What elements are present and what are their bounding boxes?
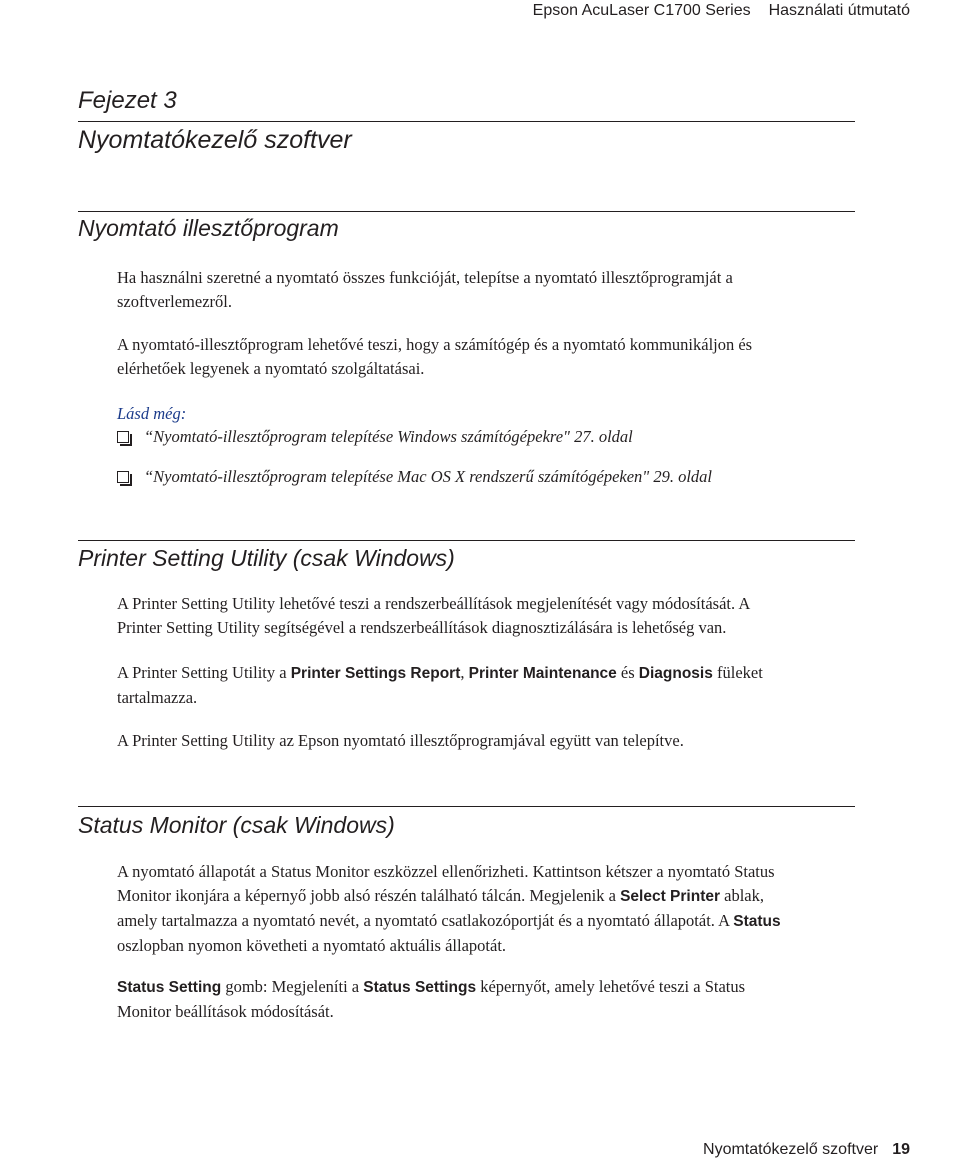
screen-name-status-settings: Status Settings — [363, 979, 477, 996]
status-paragraph-2: Status Setting gomb: Megjeleníti a Status Settings képernyőt, amely lehetővé teszi a Status Monitor beállítások módosítását. — [117, 977, 746, 1021]
section-heading-driver: Nyomtató illesztőprogram — [78, 215, 339, 241]
chapter-label: Fejezet 3 — [78, 87, 177, 114]
psu-paragraph-3: A Printer Setting Utility az Epson nyomtató illesztőprogramjával együtt van telepítve. — [117, 731, 684, 750]
see-also-label: Lásd még: — [117, 404, 187, 423]
chapter-rule — [78, 121, 855, 122]
footer-section-title: Nyomtatókezelő szoftver — [703, 1141, 879, 1158]
header-doc-title: Használati útmutató — [768, 2, 910, 19]
status-paragraph-1: A nyomtató állapotát a Status Monitor eszközzel ellenőrizheti. Kattintson kétszer a nyomtató Status Monitor ikonjára a képernyő jobb alsó részén található tálcán. Megjelenik a Select Printer ablak, amely tartalmazza a nyomtató nevét, a nyomtató csatlakozóportját és a nyomtató állapotát. A Status oszlopban nyomon követheti a nyomtató aktuális állapotát. — [117, 862, 781, 955]
column-name-status: Status — [733, 913, 781, 930]
tab-name-printer-settings-report: Printer Settings Report — [290, 665, 461, 682]
psu-paragraph-2: A Printer Setting Utility a Printer Settings Report, Printer Maintenance és Diagnosis füleket tartalmazza. — [117, 663, 763, 707]
section-rule-psu — [78, 540, 855, 541]
page-footer — [703, 1139, 910, 1161]
section-heading-psu: Printer Setting Utility (csak Windows) — [78, 545, 455, 571]
driver-paragraph-2: A nyomtató-illesztőprogram lehetővé teszi, hogy a számítógép és a nyomtató kommunikáljon és elérhetőek legyenek a nyomtató szolgáltatásai. — [117, 335, 753, 378]
psu-paragraph-1: A Printer Setting Utility lehetővé teszi a rendszerbeállítások megjelenítését vagy módosítását. A Printer Setting Utility segítségével a rendszerbeállítások diagnosztizálására is lehetőség van. — [117, 594, 751, 637]
window-name-select-printer: Select Printer — [620, 888, 721, 905]
button-name-status-setting: Status Setting — [117, 979, 222, 996]
header-product: Epson AcuLaser C1700 Series — [532, 2, 751, 19]
see-also-link-windows[interactable]: “Nyomtató-illesztőprogram telepítése Windows számítógépekre" 27. oldal — [117, 425, 633, 449]
section-rule-status — [78, 806, 855, 807]
checkbox-bullet-icon — [117, 431, 129, 443]
page-number: 19 — [892, 1141, 910, 1158]
chapter-title: Nyomtatókezelő szoftver — [78, 126, 352, 154]
driver-paragraph-1: Ha használni szeretné a nyomtató összes funkcióját, telepítse a nyomtató illesztőprogramját a szoftverlemezről. — [117, 268, 733, 311]
section-rule-driver — [78, 211, 855, 212]
tab-name-printer-maintenance: Printer Maintenance — [468, 665, 617, 682]
checkbox-bullet-icon — [117, 471, 129, 483]
section-heading-status: Status Monitor (csak Windows) — [78, 812, 395, 838]
running-header — [533, 0, 910, 22]
see-also-link-mac[interactable]: “Nyomtató-illesztőprogram telepítése Mac OS X rendszerű számítógépeken" 29. oldal — [117, 465, 712, 489]
tab-name-diagnosis: Diagnosis — [638, 665, 713, 682]
